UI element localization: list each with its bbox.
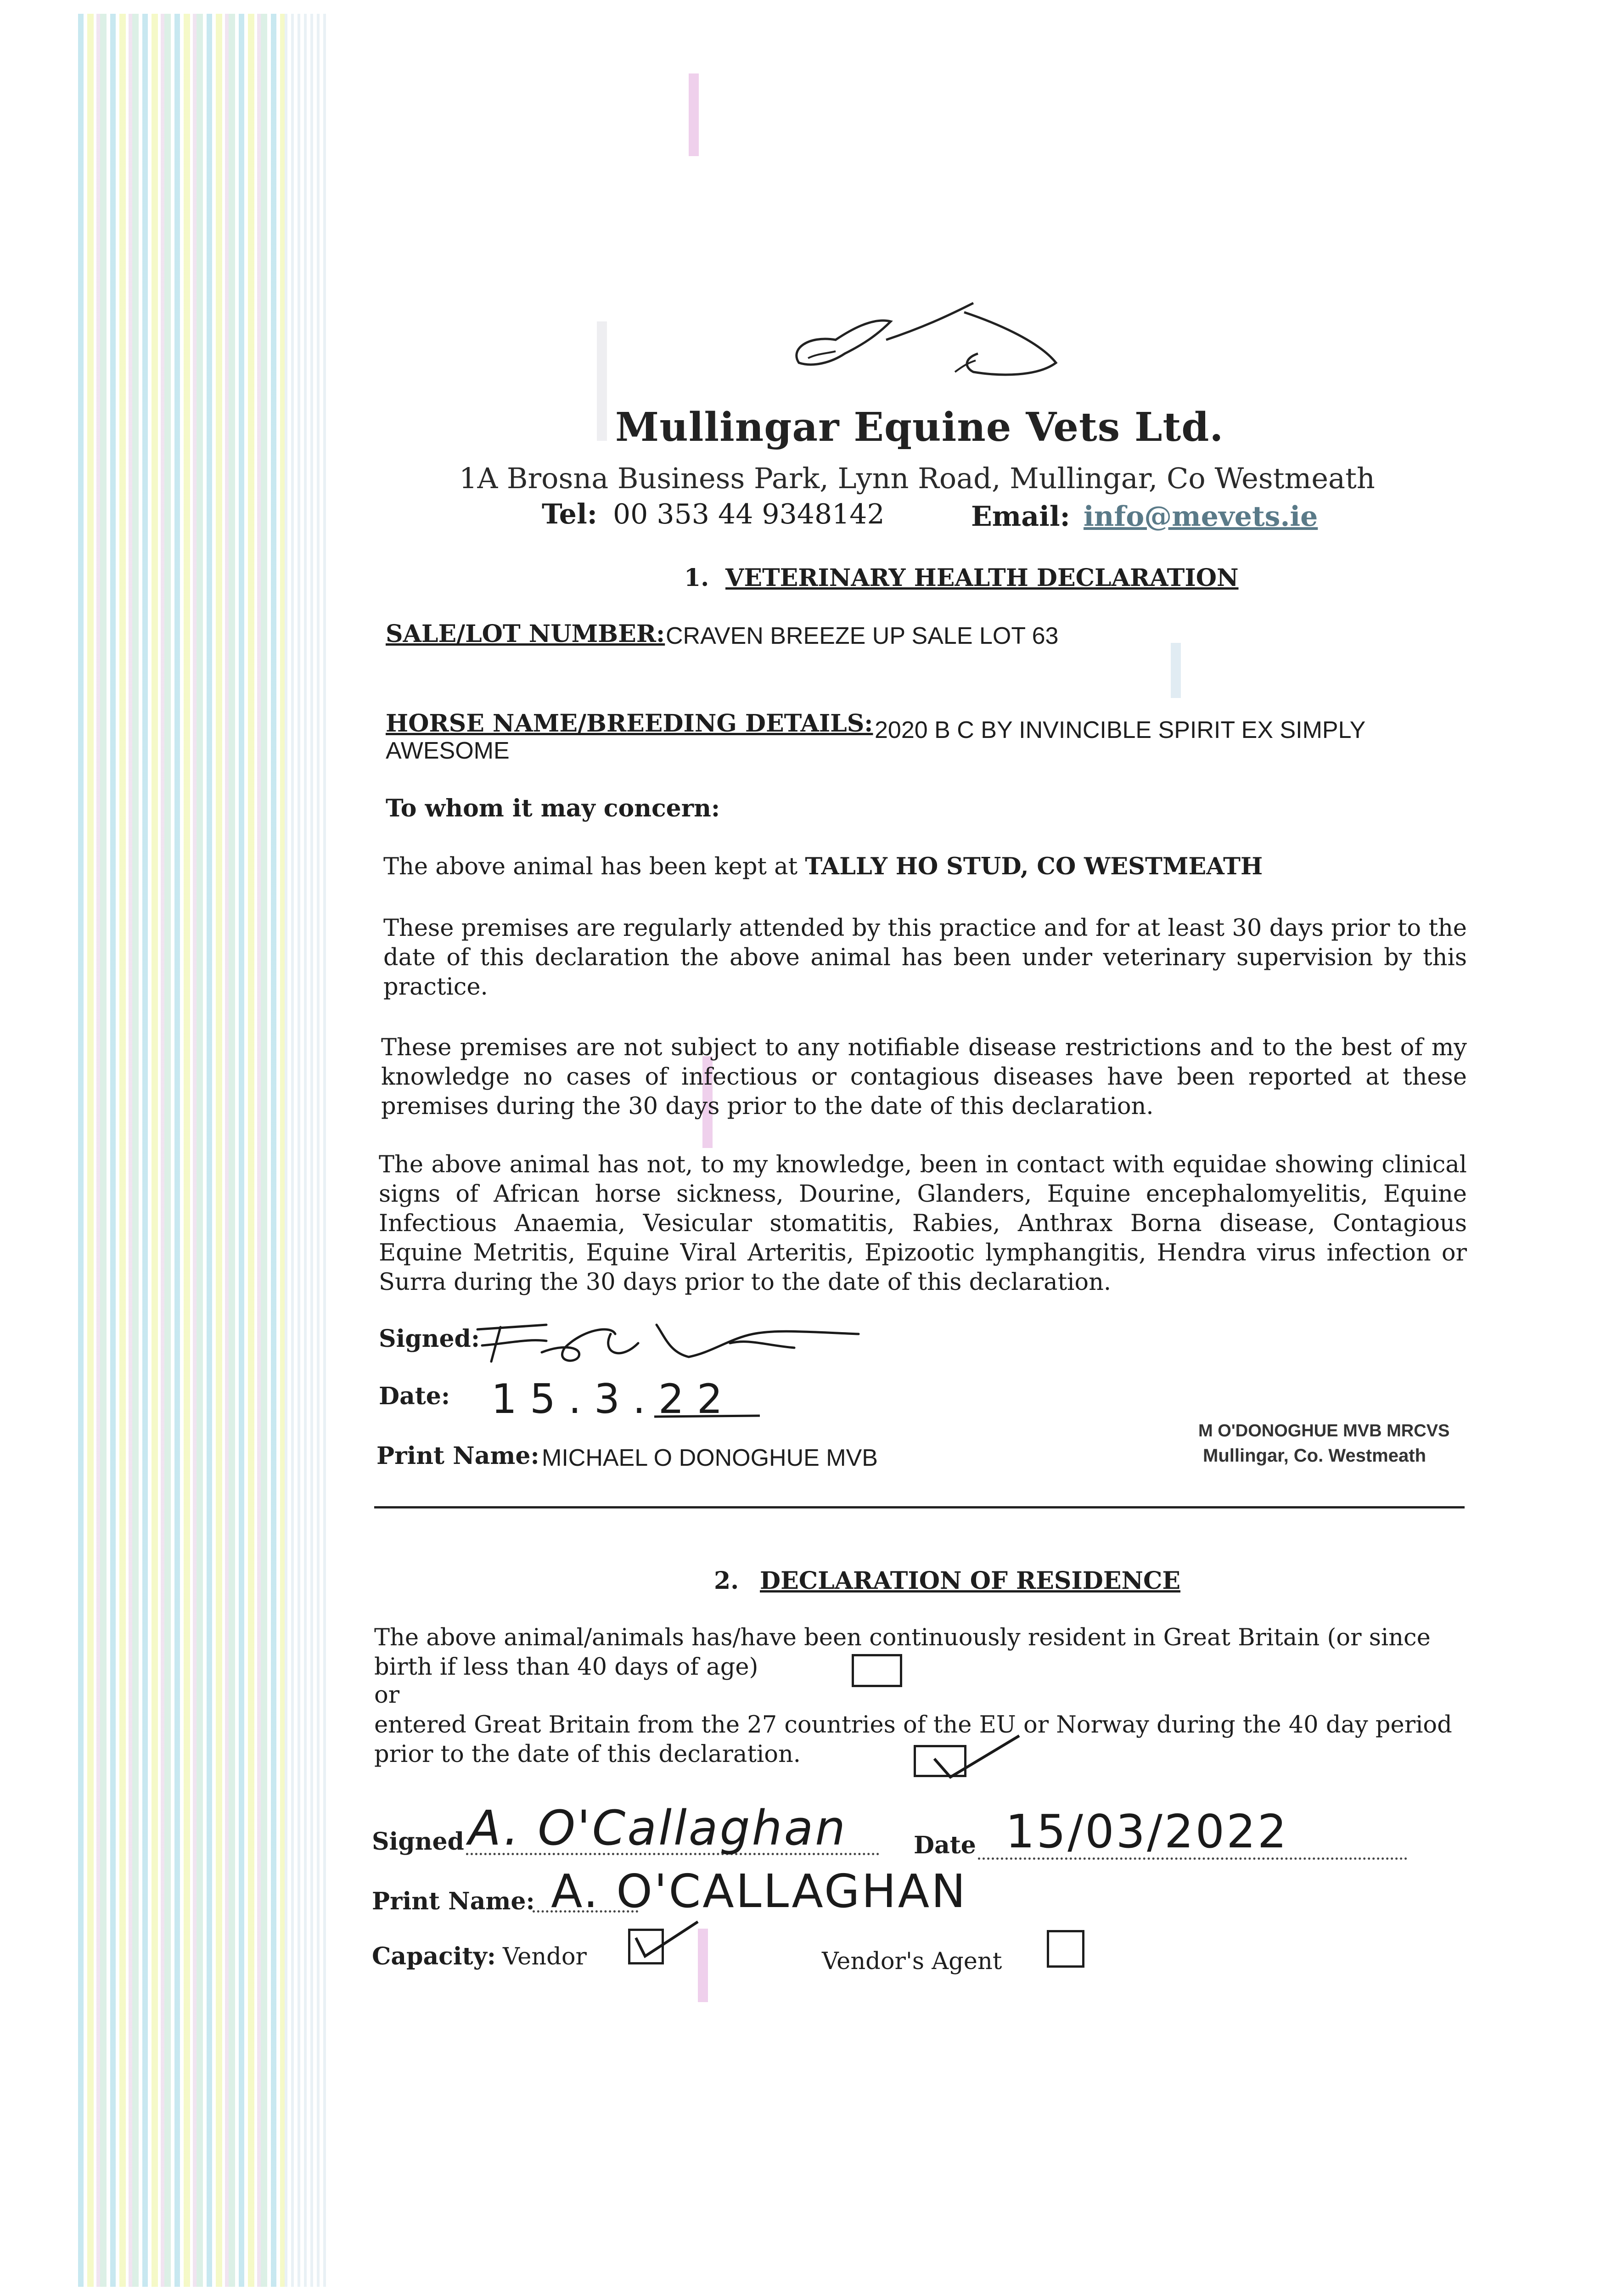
scan-artifact-strip [78,14,285,2287]
scan-artifact-line [597,321,607,441]
vendor-signed-label: Signed [372,1828,464,1856]
tel-label: Tel: [542,498,597,530]
vet-stamp-name: M O'DONOGHUE MVB MRCVS [1198,1421,1450,1441]
email-link[interactable]: info@mevets.ie [1084,501,1318,533]
section1-number: 1. [684,564,709,592]
section-divider [374,1506,1465,1508]
vendor-print-name-handwritten: A. O'CALLAGHAN [551,1864,967,1918]
horse-details-value-cont: AWESOME [386,737,510,764]
kept-at-sentence [383,852,1263,882]
sale-lot-label: SALE/LOT NUMBER: [386,620,665,648]
salutation: To whom it may concern: [386,794,720,822]
vendor-date-handwritten: 15/03/2022 [1005,1805,1289,1858]
vendor-date-label: Date [914,1831,976,1859]
company-address: 1A Brosna Business Park, Lynn Road, Mullingar, Co Westmeath [459,461,1375,495]
date-underline-stroke [652,1412,762,1421]
vendor-signature: A. O'Callaghan [468,1800,848,1856]
residence-option2: entered Great Britain from the 27 countries of the EU or Norway during the 40 day period prior to the date of this declaration. [374,1711,1452,1768]
capacity-label: Capacity: [372,1942,496,1970]
vet-signed-label: Signed: [379,1325,480,1353]
vet-print-name-label: Print Name: [376,1442,539,1470]
residence-option1: The above animal/animals has/have been continuously resident in Great Britain (or since birth if less than 40 days of age) [374,1624,1431,1681]
kept-at-place: TALLY HO STUD, CO WESTMEATH [805,853,1263,880]
supervision-paragraph: These premises are regularly attended by this practice and for at least 30 days prior to the date of this declaration the above animal has been under veterinary supervision by this practice. [383,915,1467,1001]
kept-at-prefix: The above animal has been kept at [383,853,798,880]
vendor-agent-checkbox[interactable] [1047,1930,1084,1968]
vendor-print-name-label: Print Name: [372,1887,535,1915]
section2-number: 2. [714,1567,739,1595]
company-name: Mullingar Equine Vets Ltd. [615,404,1224,450]
scan-artifact-line [689,73,699,156]
tel-value: 00 353 44 9348142 [613,498,885,530]
vet-stamp-town: Mullingar, Co. Westmeath [1203,1446,1426,1466]
vet-print-name-value: MICHAEL O DONOGHUE MVB [542,1445,878,1471]
disease-restrictions-paragraph: These premises are not subject to any notifiable disease restrictions and to the best of my knowledge no cases of infectious or contagious diseases have been reported at these premises during the 30 days prior to the date of this declaration. [381,1034,1467,1120]
checkmark-icon [634,1919,702,1965]
horse-details-value: 2020 B C BY INVINCIBLE SPIRIT EX SIMPLY [875,717,1366,743]
checkmark-icon [932,1733,1024,1784]
vet-date-label: Date: [379,1382,450,1410]
scan-artifact-line [1171,643,1181,698]
email-label: Email: [971,501,1070,533]
vendor-agent-option-label: Vendor's Agent [822,1948,1002,1975]
contact-paragraph: The above animal has not, to my knowledge, been in contact with equidae showing clinical signs of African horse sickness, Dourine, Glanders, Equine encephalomyelitis, Equine Infectious Anaemia, Vesicular stomatitis, Rabies, Anthrax Borna disease, Contagious Equine Metritis, Equine Viral Arteritis, Epizootic lymphangitis, Hendra virus infection or Surra during the 30 days prior to the date of this declaration. [379,1151,1467,1296]
residence-option1-checkbox[interactable] [852,1654,902,1687]
vet-signature [473,1311,868,1371]
two-horse-heads-logo [781,285,1074,386]
vet-date-handwritten: 15.3.22 [491,1375,736,1423]
horse-details-label: HORSE NAME/BREEDING DETAILS: [386,709,873,737]
scan-artifact-strip-secondary [285,14,326,2287]
sale-lot-value: CRAVEN BREEZE UP SALE LOT 63 [666,623,1059,649]
section1-title: VETERINARY HEALTH DECLARATION [725,564,1239,592]
section2-title: DECLARATION OF RESIDENCE [760,1567,1181,1595]
or-text: or [374,1682,400,1709]
vendor-option-label: Vendor [503,1943,587,1970]
